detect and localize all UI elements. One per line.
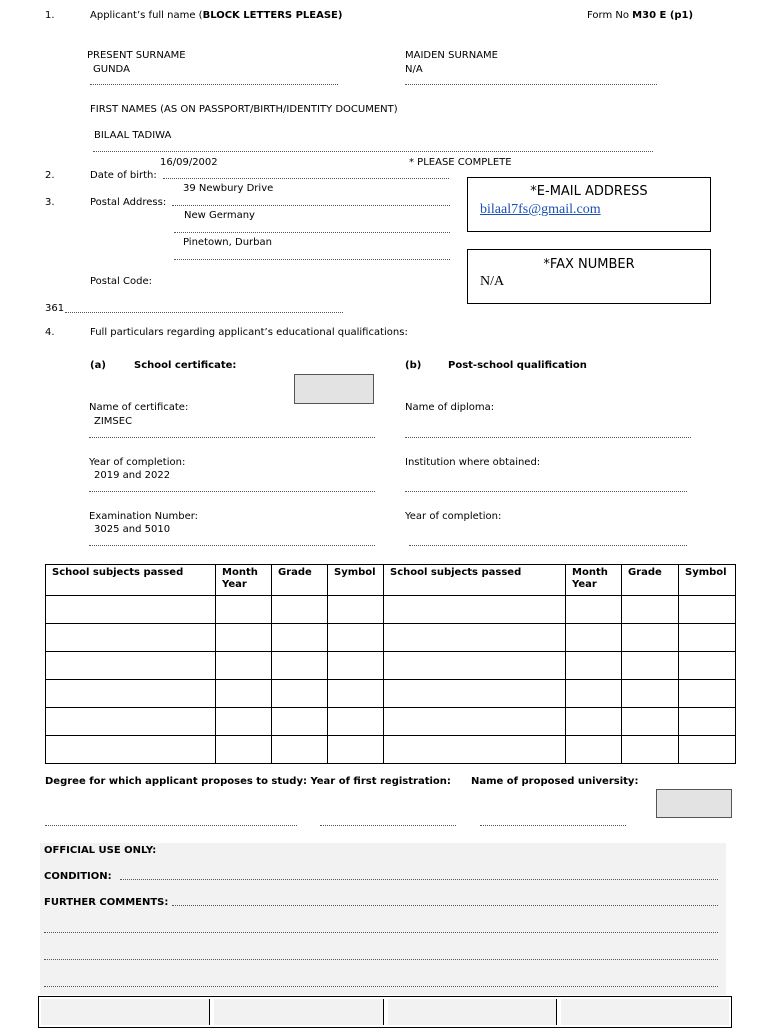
table-cell[interactable] <box>328 708 384 736</box>
degree-line <box>45 825 297 826</box>
section-b-letter: (b) <box>405 360 422 371</box>
table-cell[interactable] <box>384 596 566 624</box>
year-completion-line <box>89 491 375 492</box>
q3-number: 3. <box>45 197 55 208</box>
present-surname-line <box>90 84 338 85</box>
col-grade-right: Grade <box>622 565 679 596</box>
section-a-title: School certificate: <box>134 360 237 371</box>
table-cell[interactable] <box>566 708 622 736</box>
form-number-prefix: Form No <box>587 10 633 21</box>
table-cell[interactable] <box>384 624 566 652</box>
full-name-instruction <box>90 10 342 22</box>
table-cell[interactable] <box>384 680 566 708</box>
certificate-name-value[interactable]: ZIMSEC <box>94 416 133 427</box>
table-row <box>46 652 736 680</box>
table-cell[interactable] <box>46 596 216 624</box>
maiden-surname-label: MAIDEN SURNAME <box>405 50 498 61</box>
certificate-name-line <box>89 437 375 438</box>
official-bottom-table <box>38 996 732 1028</box>
official-cell[interactable] <box>41 999 210 1025</box>
official-use-title: OFFICIAL USE ONLY: <box>44 845 157 856</box>
table-cell[interactable] <box>679 680 736 708</box>
table-cell[interactable] <box>679 652 736 680</box>
section-a-letter: (a) <box>90 360 106 371</box>
year-completion-value[interactable]: 2019 and 2022 <box>94 470 171 481</box>
comments-line-3 <box>44 959 718 960</box>
postal-line-3 <box>174 259 450 260</box>
table-cell[interactable] <box>216 708 272 736</box>
institution-label: Institution where obtained: <box>405 457 541 468</box>
school-certificate-box[interactable] <box>294 374 374 404</box>
exam-number-value[interactable]: 3025 and 5010 <box>94 524 171 535</box>
postal-line-1 <box>172 205 450 206</box>
q4-number: 4. <box>45 327 55 338</box>
table-cell[interactable] <box>566 624 622 652</box>
section-b-title: Post-school qualification <box>448 360 587 371</box>
email-box[interactable] <box>467 177 711 232</box>
official-cell[interactable] <box>561 999 729 1025</box>
table-row <box>46 680 736 708</box>
comments-line-4 <box>44 986 718 987</box>
table-cell[interactable] <box>622 708 679 736</box>
table-row <box>46 596 736 624</box>
post-year-completion-label: Year of completion: <box>405 511 502 522</box>
table-cell[interactable] <box>328 596 384 624</box>
postal-address-label: Postal Address: <box>90 197 167 208</box>
present-surname-label: PRESENT SURNAME <box>87 50 186 61</box>
postal-line-1-value[interactable]: 39 Newbury Drive <box>183 183 274 194</box>
date-of-birth-label: Date of birth: <box>90 170 157 181</box>
table-cell[interactable] <box>272 624 328 652</box>
table-cell[interactable] <box>216 596 272 624</box>
maiden-surname-line <box>405 84 657 85</box>
col-symbol-right: Symbol <box>679 565 736 596</box>
education-label: Full particulars regarding applicant’s educational qualifications: <box>90 327 408 338</box>
fax-label: *FAX NUMBER <box>543 257 635 272</box>
official-use-section <box>40 843 726 995</box>
postal-line-2-value[interactable]: New Germany <box>184 210 255 221</box>
table-cell[interactable] <box>384 736 566 764</box>
table-cell[interactable] <box>46 680 216 708</box>
table-cell[interactable] <box>46 652 216 680</box>
postal-line-2 <box>174 232 450 233</box>
table-cell[interactable] <box>679 596 736 624</box>
table-cell[interactable] <box>566 596 622 624</box>
subjects-header-row <box>46 565 736 596</box>
postal-code-label: Postal Code: <box>90 276 152 287</box>
col-subjects-right: School subjects passed <box>384 565 566 596</box>
full-name-instruction-prefix: Applicant’s full name ( <box>90 10 203 21</box>
table-cell[interactable] <box>216 680 272 708</box>
table-cell[interactable] <box>622 596 679 624</box>
present-surname-value[interactable]: GUNDA <box>93 64 130 75</box>
col-subjects-left: School subjects passed <box>46 565 216 596</box>
q1-number: 1. <box>45 10 55 21</box>
official-cell[interactable] <box>214 999 383 1025</box>
table-cell[interactable] <box>384 652 566 680</box>
table-cell[interactable] <box>566 736 622 764</box>
table-cell[interactable] <box>566 680 622 708</box>
full-name-instruction-bold: BLOCK LETTERS PLEASE) <box>202 10 343 21</box>
university-box[interactable] <box>656 789 732 818</box>
table-cell[interactable] <box>272 708 328 736</box>
diploma-name-label: Name of diploma: <box>405 402 495 413</box>
exam-number-line <box>89 545 375 546</box>
table-cell[interactable] <box>216 652 272 680</box>
table-cell[interactable] <box>272 736 328 764</box>
certificate-name-label: Name of certificate: <box>89 402 189 413</box>
official-cell[interactable] <box>388 999 557 1025</box>
degree-study-label: Degree for which applicant proposes to study: <box>45 776 307 787</box>
table-cell[interactable] <box>679 624 736 652</box>
further-comments-label: FURTHER COMMENTS: <box>44 897 169 908</box>
table-cell[interactable] <box>622 736 679 764</box>
table-cell[interactable] <box>622 624 679 652</box>
email-value[interactable]: bilaal7fs@gmail.com <box>480 202 601 217</box>
table-cell[interactable] <box>328 736 384 764</box>
table-cell[interactable] <box>272 596 328 624</box>
table-cell[interactable] <box>679 708 736 736</box>
table-row <box>46 624 736 652</box>
condition-label: CONDITION: <box>44 871 112 882</box>
exam-number-label: Examination Number: <box>89 511 199 522</box>
postal-code-line <box>65 312 343 313</box>
postal-line-3-value[interactable]: Pinetown, Durban <box>183 237 272 248</box>
table-cell[interactable] <box>566 652 622 680</box>
university-line <box>480 825 626 826</box>
first-names-value[interactable]: BILAAL TADIWA <box>94 130 172 141</box>
q2-number: 2. <box>45 170 55 181</box>
comments-line-1 <box>172 905 718 906</box>
please-complete-note: * PLEASE COMPLETE <box>409 157 512 168</box>
table-cell[interactable] <box>216 736 272 764</box>
post-year-completion-line <box>409 545 687 546</box>
col-month-year-left: Month Year <box>216 565 272 596</box>
date-of-birth-line <box>163 178 449 179</box>
table-row <box>46 736 736 764</box>
condition-line <box>120 879 718 880</box>
first-registration-label: Year of first registration: <box>310 776 451 787</box>
table-cell[interactable] <box>216 624 272 652</box>
table-cell[interactable] <box>272 680 328 708</box>
form-number-code: M30 E (p1) <box>632 10 694 21</box>
table-row <box>46 708 736 736</box>
table-cell[interactable] <box>46 708 216 736</box>
maiden-surname-value[interactable]: N/A <box>405 64 423 75</box>
col-month-year-right: Month Year <box>566 565 622 596</box>
table-cell[interactable] <box>46 624 216 652</box>
table-cell[interactable] <box>46 736 216 764</box>
form-number <box>587 10 693 22</box>
col-symbol-left: Symbol <box>328 565 384 596</box>
registration-year-line <box>320 825 456 826</box>
col-grade-left: Grade <box>272 565 328 596</box>
table-cell[interactable] <box>328 652 384 680</box>
year-completion-label: Year of completion: <box>89 457 186 468</box>
first-names-label: FIRST NAMES (AS ON PASSPORT/BIRTH/IDENTITY DOCUMENT) <box>90 104 398 115</box>
table-cell[interactable] <box>272 652 328 680</box>
fax-value[interactable]: N/A <box>480 274 505 289</box>
proposed-university-label: Name of proposed university: <box>471 776 639 787</box>
first-names-line <box>93 151 653 152</box>
subjects-table <box>45 564 736 764</box>
table-cell[interactable] <box>384 708 566 736</box>
table-cell[interactable] <box>328 624 384 652</box>
postal-code-value[interactable]: 361 <box>45 303 65 314</box>
diploma-name-line <box>405 437 691 438</box>
table-cell[interactable] <box>622 680 679 708</box>
email-label: *E-MAIL ADDRESS <box>530 184 648 199</box>
institution-line <box>405 491 687 492</box>
fax-box[interactable] <box>467 249 711 304</box>
comments-line-2 <box>44 932 718 933</box>
table-cell[interactable] <box>622 652 679 680</box>
degree-label <box>45 776 451 788</box>
table-cell[interactable] <box>679 736 736 764</box>
date-of-birth-value[interactable]: 16/09/2002 <box>160 157 218 168</box>
table-cell[interactable] <box>328 680 384 708</box>
